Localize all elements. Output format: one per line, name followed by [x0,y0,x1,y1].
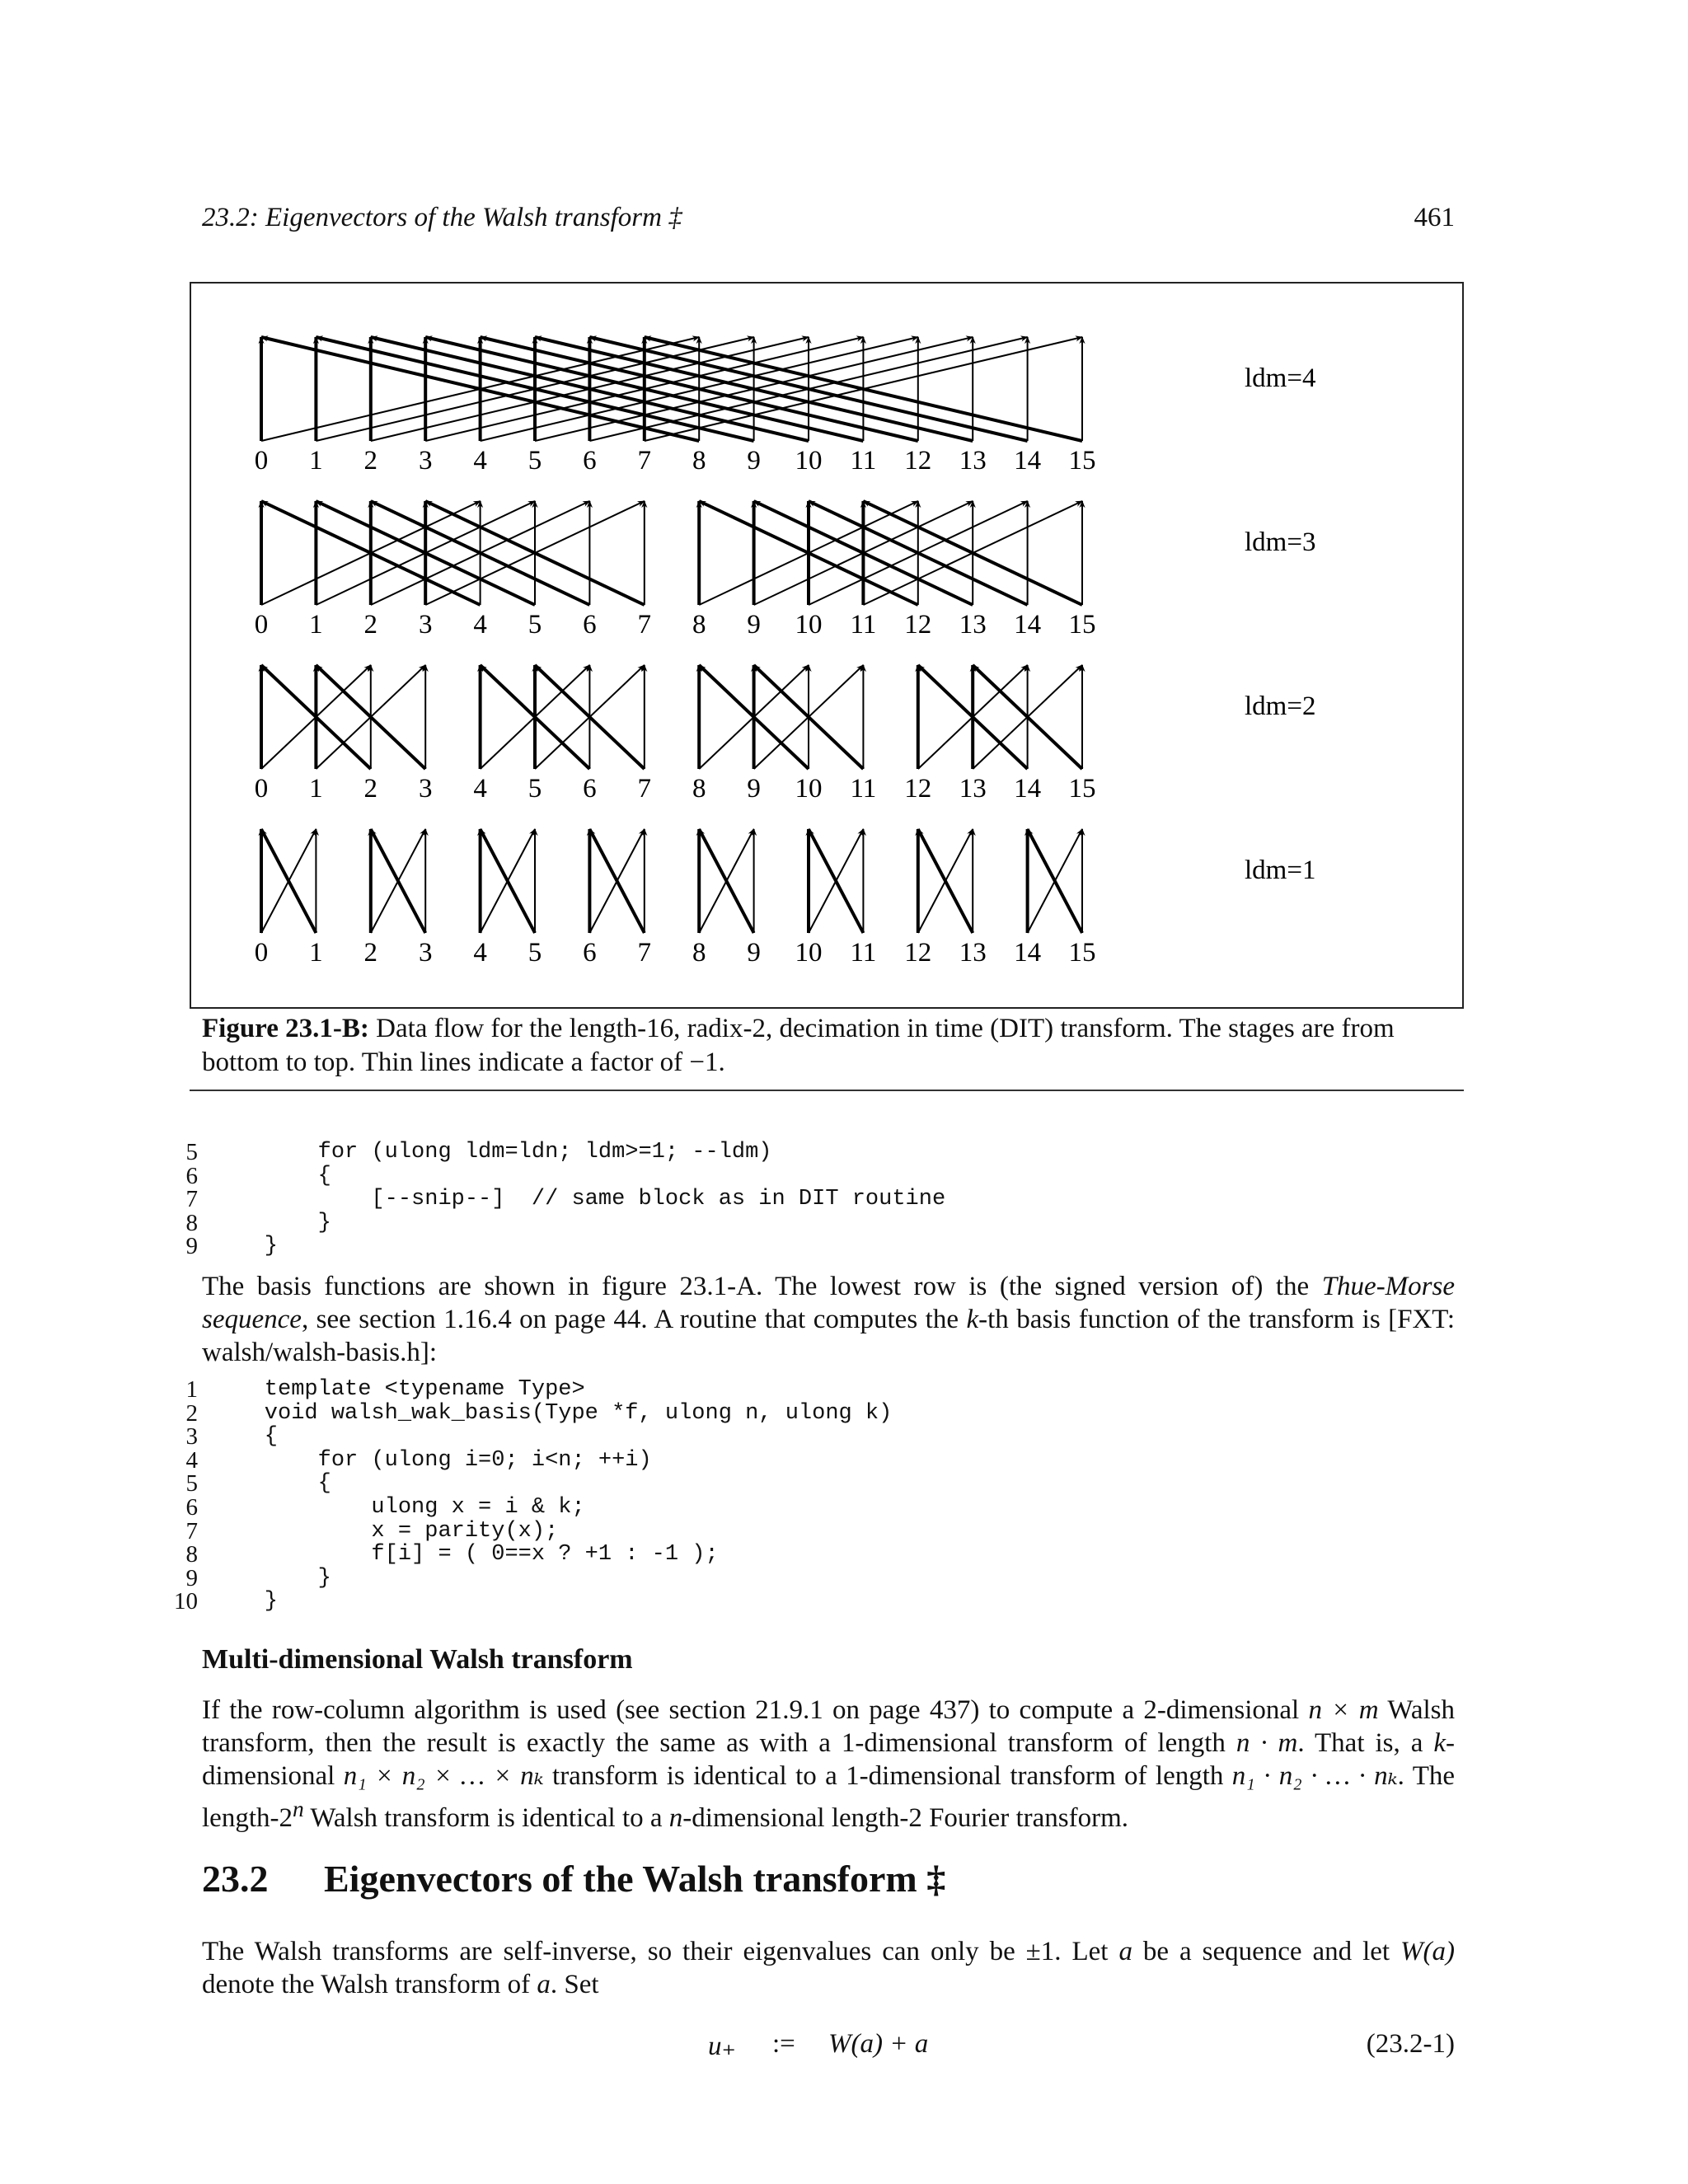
node-index-label: 14 [1014,446,1042,476]
para2-text-7: Walsh transform is identical to a [303,1803,669,1833]
node-index-label: 14 [1014,774,1042,804]
subsection-title: Multi-dimensional Walsh transform [202,1644,633,1675]
code-line: void walsh_wak_basis(Type *f, ulong n, ulong k) [211,1400,893,1426]
code-line: { [211,1163,331,1188]
node-index-label: 6 [583,774,597,804]
para3-text-3: denote the Walsh transform of [202,1970,537,1999]
node-index-label: 12 [904,938,932,968]
equation-rhs: W(a) + a [828,2029,929,2059]
caption-rule [190,1090,1464,1091]
code-line: for (ulong ldm=ldn; ldm>=1; --ldm) [211,1140,772,1165]
code-line: } [211,1565,331,1591]
code1-listing [211,1141,945,1258]
code-line: { [211,1424,279,1450]
code-line-number: 7 [185,1186,198,1213]
equation-operator: := [772,2029,795,2059]
node-index-label: 10 [795,774,823,804]
code-line-number: 10 [174,1588,198,1615]
node-index-label: 3 [418,774,433,804]
running-title: 23.2: Eigenvectors of the Walsh transform ‡ [202,203,682,232]
code2-listing [211,1378,892,1614]
paragraph-multidimensional [202,1694,1455,1835]
node-index-label: 6 [583,610,597,640]
figure-box [190,282,1464,1009]
para3-text-2: be a sequence and let [1132,1937,1401,1966]
para2-text-8: -dimensional length-2 Fourier transform. [682,1803,1129,1833]
para2-math-6: n [292,1796,304,1821]
para2-math-3: k [1433,1728,1446,1758]
node-index-label: 8 [692,446,706,476]
paragraph-basis-functions [202,1270,1455,1369]
code-line: [--snip--] // same block as in DIT routine [211,1187,946,1212]
para2-text-3: . That is, a [1297,1728,1434,1758]
node-index-label: 12 [904,610,932,640]
para2-math-2: n · m [1236,1728,1298,1758]
code1-line-numbers [165,1141,198,1258]
node-index-label: 11 [850,938,877,968]
node-index-label: 8 [692,610,706,640]
node-index-label: 3 [418,610,433,640]
node-index-label: 9 [747,774,761,804]
code-line: } [211,1210,331,1235]
node-index-label: 9 [747,446,761,476]
display-equation [202,2029,1455,2065]
node-index-label: 7 [637,610,652,640]
code-line-number: 8 [185,1209,198,1236]
node-index-label: 1 [309,774,323,804]
para3-math-2: W(a) [1400,1937,1455,1966]
para3-text-1: The Walsh transforms are self-inverse, so their eigenvalues can only be ±1. Let [202,1937,1119,1966]
code-line: } [211,1234,279,1259]
node-index-label: 13 [959,610,987,640]
stage-label-ldm2: ldm=2 [1245,691,1316,721]
node-index-label: 4 [473,938,487,968]
code-line: } [211,1589,279,1615]
node-index-label: 15 [1068,938,1096,968]
node-index-label: 10 [795,938,823,968]
node-index-label: 6 [583,938,597,968]
code-line-number: 1 [185,1376,198,1403]
code-line: template <typename Type> [211,1377,585,1402]
node-index-label: 15 [1068,610,1096,640]
node-index-label: 2 [363,446,378,476]
node-index-label: 14 [1014,610,1042,640]
node-index-label: 0 [254,446,269,476]
code-line-number: 5 [185,1139,198,1165]
para2-math-5: n₁ · n₂ · … · nₖ [1231,1761,1398,1791]
para3-math-3: a [537,1970,551,1999]
node-index-label: 7 [637,446,652,476]
code-line-number: 6 [185,1493,198,1521]
para2-text-2: Walsh transform, then the result is exactly the same as with a 1-dimensional transform of length [202,1695,1455,1758]
node-index-label: 11 [850,446,877,476]
node-index-label: 4 [473,774,487,804]
node-index-label: 5 [528,938,542,968]
para3-text-4: . Set [550,1970,599,1999]
caption-label: Figure 23.1-B: [202,1014,369,1043]
para3-math-1: a [1118,1937,1132,1966]
dataflow-diagram [191,284,1464,1009]
para2-text-1: If the row-column algorithm is used (see section 21.9.1 on page 437) to compute a 2-dimensional [202,1695,1309,1725]
code-line: ulong x = i & k; [211,1494,585,1520]
node-index-label: 8 [692,774,706,804]
paragraph-eigenvalues [202,1935,1455,2001]
node-index-label: 2 [363,610,378,640]
node-index-label: 9 [747,938,761,968]
section-title: Eigenvectors of the Walsh transform ‡ [324,1858,946,1900]
node-index-label: 12 [904,446,932,476]
code-line-number: 8 [185,1541,198,1568]
node-index-label: 7 [637,774,652,804]
code-line: { [211,1471,331,1497]
node-index-label: 8 [692,938,706,968]
node-index-label: 13 [959,774,987,804]
node-index-label: 0 [254,938,269,968]
equation-lhs: u₊ [708,2032,736,2061]
code-line-number: 4 [185,1446,198,1474]
code-line-number: 9 [185,1233,198,1260]
para2-math-4: n₁ × n₂ × … × nₖ [343,1761,544,1791]
node-index-label: 7 [637,938,652,968]
node-index-label: 12 [904,774,932,804]
node-index-label: 13 [959,446,987,476]
node-index-label: 10 [795,610,823,640]
para2-text-4: -dimensional [202,1728,1455,1791]
page-number: 461 [1414,203,1455,232]
node-index-label: 4 [473,446,487,476]
node-index-label: 5 [528,610,542,640]
code-line-number: 2 [185,1399,198,1427]
node-index-label: 1 [309,446,323,476]
node-index-label: 15 [1068,446,1096,476]
code-line: for (ulong i=0; i<n; ++i) [211,1447,652,1473]
node-index-label: 5 [528,774,542,804]
node-index-label: 0 [254,774,269,804]
node-index-label: 9 [747,610,761,640]
node-index-label: 2 [363,774,378,804]
stage-label-ldm3: ldm=3 [1245,527,1316,557]
section-number: 23.2 [202,1858,269,1900]
para2-text-5: transform is identical to a 1-dimensional transform of length [543,1761,1232,1791]
para1-math-k: k [966,1305,979,1334]
stage-label-ldm4: ldm=4 [1245,363,1316,393]
node-index-label: 15 [1068,774,1096,804]
node-index-label: 3 [418,938,433,968]
code-line-number: 6 [185,1162,198,1189]
para1-text-1: The basis functions are shown in figure 23.1-A. The lowest row is (the signed version of) the [202,1272,1322,1301]
thue-morse-term: Thue-Morse sequence [202,1272,1455,1334]
node-index-label: 6 [583,446,597,476]
para2-math-7: n [668,1803,683,1833]
node-index-label: 5 [528,446,542,476]
code-line-number: 5 [185,1470,198,1497]
section-heading [202,1857,945,1900]
node-index-label: 11 [850,610,877,640]
node-index-label: 4 [473,610,487,640]
para1-text-2: , see section 1.16.4 on page 44. A routine that computes the [301,1305,967,1334]
para2-math-1: n × m [1308,1695,1379,1725]
node-index-label: 3 [418,446,433,476]
running-head [202,203,1455,244]
figure-caption [202,1012,1455,1080]
node-index-label: 1 [309,938,323,968]
node-index-label: 2 [363,938,378,968]
code-line: x = parity(x); [211,1518,559,1544]
node-index-label: 1 [309,610,323,640]
code-line-number: 7 [185,1517,198,1544]
code-line-number: 9 [185,1564,198,1591]
code-line: f[i] = ( 0==x ? +1 : -1 ); [211,1542,719,1568]
para1-text-3: -th basis function of the transform is [FXT: walsh/walsh-basis.h]: [202,1305,1455,1367]
caption-text: Data flow for the length-16, radix-2, decimation in time (DIT) transform. The stages are from bottom to top. Thin lines indicate a factor of −1. [202,1014,1395,1077]
stage-label-ldm1: ldm=1 [1245,855,1316,885]
equation-number: (23.2-1) [1366,2029,1455,2059]
node-index-label: 10 [795,446,823,476]
node-index-label: 14 [1014,938,1042,968]
node-index-label: 13 [959,938,987,968]
code2-line-numbers [165,1378,198,1614]
code-line-number: 3 [185,1423,198,1451]
node-index-label: 11 [850,774,877,804]
node-index-label: 0 [254,610,269,640]
para2-text-6: . The length-2 [202,1761,1455,1833]
